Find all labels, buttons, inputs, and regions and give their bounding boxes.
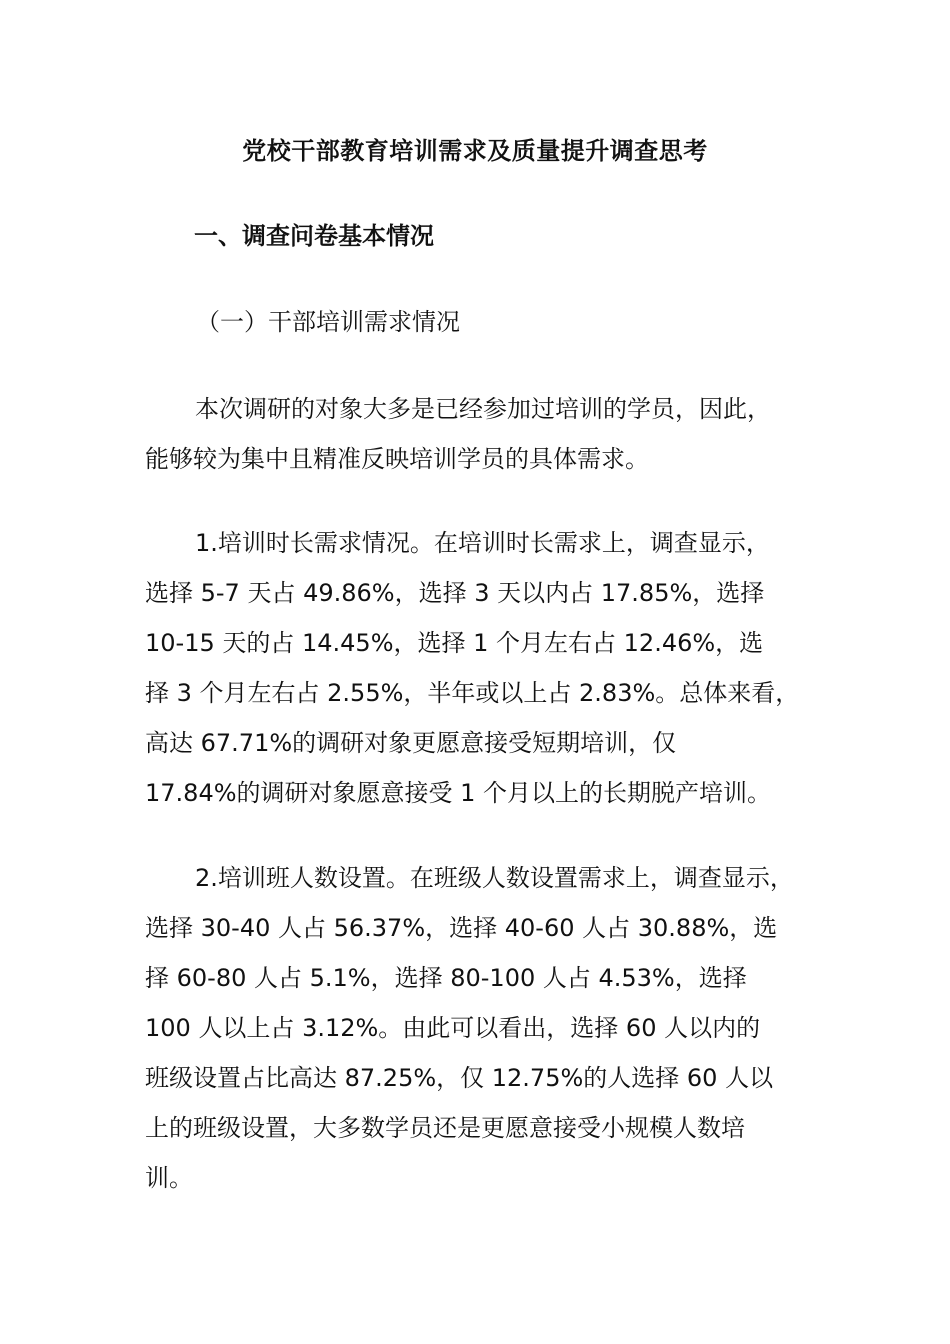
paragraph-line: 上的班级设置，大多数学员还是更愿意接受小规模人数培 [145, 1114, 745, 1142]
paragraph-class-size [145, 853, 845, 1203]
paragraph-line: 能够较为集中且精准反映培训学员的具体需求。 [145, 445, 649, 473]
paragraph-line: 高达 67.71%的调研对象更愿意接受短期培训，仅 [145, 729, 677, 757]
paragraph-line: 择 3 个月左右占 2.55%，半年或以上占 2.83%。总体来看， [145, 679, 800, 707]
paragraph-line: 选择 30-40 人占 56.37%，选择 40-60 人占 30.88%，选 [145, 914, 778, 942]
paragraph-line: 1.培训时长需求情况。在培训时长需求上，调查显示， [195, 529, 770, 557]
section-heading: 一、调查问卷基本情况 [194, 222, 434, 250]
paragraph-intro [145, 384, 845, 484]
paragraph-line: 17.84%的调研对象愿意接受 1 个月以上的长期脱产培训。 [145, 779, 772, 807]
document-title: 党校干部教育培训需求及质量提升调查思考 [242, 137, 708, 165]
paragraph-line: 训。 [145, 1164, 193, 1192]
subsection-heading: （一）干部培训需求情况 [196, 308, 460, 336]
paragraph-line: 100 人以上占 3.12%。由此可以看出，选择 60 人以内的 [145, 1014, 761, 1042]
paragraph-line: 班级设置占比高达 87.25%，仅 12.75%的人选择 60 人以 [145, 1064, 774, 1092]
paragraph-line: 2.培训班人数设置。在班级人数设置需求上，调查显示， [195, 864, 794, 892]
paragraph-line: 择 60-80 人占 5.1%，选择 80-100 人占 4.53%，选择 [145, 964, 747, 992]
paragraph-line: 10-15 天的占 14.45%，选择 1 个月左右占 12.46%，选 [145, 629, 764, 657]
paragraph-line: 选择 5-7 天占 49.86%，选择 3 天以内占 17.85%，选择 [145, 579, 765, 607]
paragraph-line: 本次调研的对象大多是已经参加过培训的学员，因此， [195, 395, 771, 423]
paragraph-training-duration [145, 518, 845, 818]
